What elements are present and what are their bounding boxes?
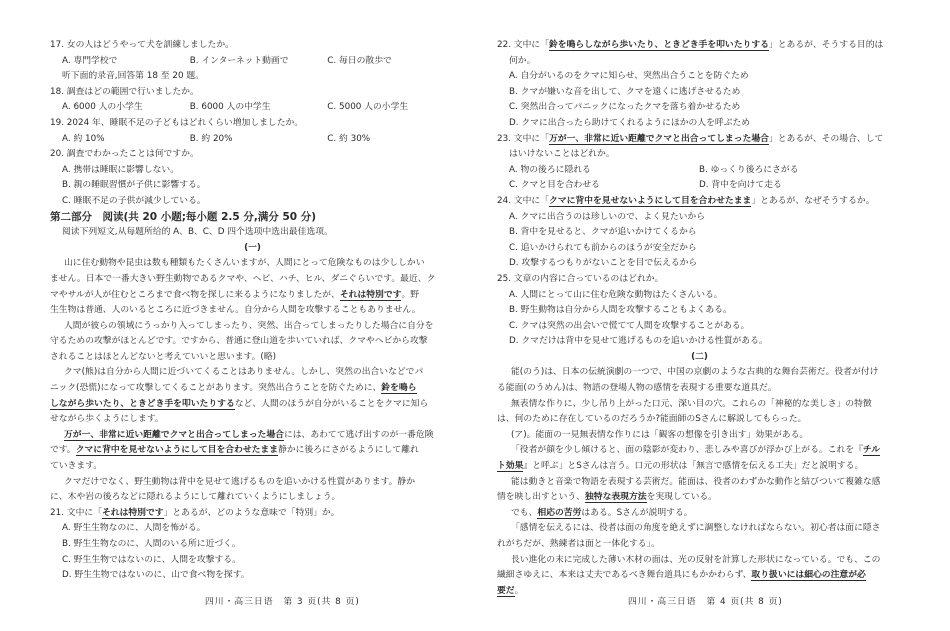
option: B. 背中を見せると、クマが追いかけてくるから [509,227,697,238]
option: B. 野生動物は自分から人間を攻撃することもよくある。 [509,305,732,316]
page-footer-left: 四川・高三日语 第 3 页(共 8 页) [205,597,360,607]
text: 静かに後ろにさがるようにして離れ [278,445,419,456]
text: 21. 文中に「 [50,507,102,518]
question-17: 17. 女の人はどうやって犬を訓練しましたか。 [50,40,234,50]
text-line: れがちだが、熟練者は面と一体化する」。 [497,539,660,549]
underlined-phrase: それは特別です [339,289,402,300]
text: 24. 文中に「 [497,195,549,206]
option: B. インターネット動画で [189,55,289,66]
passage-2-paragraph-3 [497,428,902,444]
text-line [50,288,455,304]
option: A. 野生生物なのに、人間を怖がる。 [62,523,206,534]
text-line: 長い進化の末に完成した薄い木材の面は、光の反射を計算した形状になっている。でも、この [511,554,881,565]
text-line: 能は動きと音楽で物語を表現する芸術だ。能面は、役者のわずかな動作と結びついて複雑な感 [511,476,881,487]
option: B. 約 20% [189,133,233,144]
passage-2-paragraph-4 [497,443,902,474]
text: 繊細さゆえに、本来は丈夫であるべき舞台道具にもかかわらず、 [497,570,752,581]
text-line [497,506,902,522]
text: 情を映し出すという、 [497,492,585,503]
option: C. 追いかけられても前からのほうが安全だから [509,242,697,253]
option: D. クマに出合ったら助けてくれるようにほかの人を呼ぶため [509,117,751,128]
text: 22. 文中に「 [497,40,549,50]
text-line: 無表情な作りに、少し吊り上がった口元、深い目の穴。これらの「神秘的な美しさ」の特徴 [511,398,872,409]
text-line [50,428,455,444]
text-line [497,459,902,475]
text: 23. 文中に「 [497,133,549,144]
underlined-phrase: ト効果 [497,461,524,472]
option: C. 約 30% [327,133,371,144]
option: B. 親の睡眠習慣が子供に影響する。 [62,180,206,191]
option: A. 人間にとって山に住む危険な動物はたくさんいる。 [509,289,723,300]
text-line [50,443,455,459]
question-23 [497,132,902,148]
underlined-phrase: 鈴を鳴らしながら歩いたり、ときどき手を叩いたりする [548,40,769,50]
text-line: 人間が彼らの領域にうっかり入ってしまったり、突然、出合ってしまったりした場合に自分を [64,320,434,331]
passage-2-paragraph-6 [497,506,902,522]
text: はある。Sさんが説明する。 [581,507,693,518]
option: C. 睡眠不足の子供が減少している。 [62,195,206,206]
passage-1-paragraph-2 [50,319,455,366]
underlined-phrase: 鈴を鳴ら [381,383,417,394]
underlined-phrase: 要だ [497,585,515,596]
text-line: クマだけでなく、野生動物は背中を見せて逃げるものを追いかける性質があります。静か [64,476,415,487]
text-line: 能(のう)は、日本の伝統演劇の一つで、中国の京劇のような古典的な舞台芸術だ。役者が付け [511,367,879,378]
option: A. 約 10% [62,133,105,144]
passage-1-paragraph-1 [50,256,455,318]
option: A. クマに出合うのは珍しいので、よく見たいから [509,211,706,222]
page-footer-right: 四川・高三日语 第 4 页(共 8 页) [628,597,783,607]
text-line: 守るための攻撃がほとんどです。ですから、普通に登山道を歩いていれば、クマやヘビから攻撃 [50,336,428,347]
underlined-phrase: それは特別です [101,507,164,518]
passage-2-paragraph-5 [497,475,902,506]
option: A. 専門学校で [62,55,118,66]
question-21 [50,506,455,522]
text: 」とあるが、なぜそうするか。 [751,195,875,206]
text: 。野 [401,289,420,300]
option: C. 毎日の散歩で [327,55,392,66]
question-24 [497,194,902,210]
option: A. 物の後ろに隠れる [509,164,591,175]
text: でも、 [511,507,538,518]
passage-1-paragraph-5 [50,475,455,506]
underlined-phrase: 万が一、非常に近い距離でクマと出合ってしまった場合 [64,429,284,440]
text: 「役者が顔を少し傾けると、面の陰影が変わり、悲しみや喜びが浮かび上がる。これを『 [511,445,863,456]
option: C. 突然出合ってパニックになったクマを落ち着かせるため [509,102,741,113]
question-20: 20. 調査でわかったことは何ですか。 [50,149,199,160]
passage-heading: (二) [691,351,708,362]
text-line: る能面(のうめん)は、物語の登場人物の感情を表現する重要な道具だ。 [497,383,777,394]
question-18-options [50,100,455,116]
text-line [497,443,902,459]
option: A. 6000 人の小学生 [62,102,143,113]
text: 。 [514,585,524,596]
question-17-options [50,54,455,70]
underlined-phrase: しながら歩いたり、ときどき手を叩いたりする [50,398,235,409]
option: C. 5000 人の小学生 [327,102,409,113]
text-line [50,381,455,397]
option: B. 6000 人の中学生 [189,102,271,113]
option: D. クマだけは背中を見せて逃げるものを追いかける性質がある。 [509,336,768,347]
text-line [50,397,455,413]
question-22 [497,38,902,54]
underlined-phrase: チル [862,445,881,456]
text: ニック(恐慌)になって攻撃してくることがあります。突然出合うことを防ぐために、 [50,383,382,394]
underlined-phrase: 独特な表現方法 [584,492,647,503]
underlined-phrase: 相応の苦労 [537,507,582,518]
option: D. 野生生物ではないのに、山で食べ物を探す。 [62,570,250,581]
text-line [497,490,902,506]
question-19-options [50,132,455,148]
underlined-phrase: クマに背中を見せないようにして目を合わせたまま [75,445,279,456]
text-line: 「感情を伝えるには、役者は面の角度を絶えずに調整しなければならない。初心者は面に隠さ [511,523,881,534]
text-line: せながら歩くようにします。 [50,414,164,425]
section-heading: 第二部分 阅读(共 20 小题;每小题 2.5 分,满分 50 分) [50,210,317,223]
text-line: 生生物は普通、人のいるところに近づきません。自分から人間を攻撃することもありません。 [50,305,421,316]
text-line: (ア)。能面の一見無表情な作りには「観客の想像を引き出す」効果がある。 [511,429,809,440]
option: A. 自分がいるのをクマに知らせ、突然出合うことを防ぐため [509,71,749,82]
passage-2-paragraph-1 [497,365,902,396]
underlined-phrase: 万が一、非常に近い距離でクマと出合ってしまった場合 [548,133,769,144]
passage-1-paragraph-4 [50,428,455,475]
text: 」とあるが、その場合、して [768,133,884,144]
section-instruction: 阅读下列短文,从每题所给的 A、B、C、D 四个选项中选出最佳选项。 [62,227,333,238]
listen-note: 听下面的录音,回答第 18 至 20 题。 [62,71,204,82]
question-23-cont: はいけないことはどれか。 [509,149,615,160]
text-line: されることはほとんどないと考えていいと思います。(略) [50,351,277,362]
passage-2-paragraph-2 [497,397,902,428]
text: です。 [50,445,76,456]
option: B. 野生生物なのに、人間のいる所に近づく。 [62,539,241,549]
question-22-cont: 何か。 [509,55,536,66]
option: A. 携帯は睡眠に影響しない。 [62,164,180,175]
text: を実現している。 [646,492,717,503]
underlined-phrase: クマに背中を見せないようにして目を合わせたまま [548,195,752,206]
left-column [50,38,455,584]
right-column [497,38,902,599]
option: C. 野生生物ではないのに、人間を攻撃する。 [62,554,241,565]
underlined-phrase: 取り扱いには細心の注意が必 [751,570,866,581]
option: C. クマは突然の出会いで慌てて人間を攻撃することがある。 [509,320,750,331]
text-line: ません。日本で一番大きい野生動物であるクマや、ヘビ、ハチ、ヒル、ダニぐらいです。最近、ク [50,273,436,284]
text-line: 山に住む動物や昆虫は数も種類もたくさんいますが、人間にとって危険なものは少ししかい [64,258,425,269]
text-line [497,568,902,584]
option: B. クマが嫌いな音を出して、クマを遠くに逃げさせるため [509,86,741,97]
option: D. 攻撃するつもりがないことを目で伝えるから [509,258,698,269]
text: など、人間のほうが自分がいることをクマに知ら [234,398,429,409]
question-25: 25. 文章の内容に合っているのはどれか。 [497,273,664,284]
option: B. ゆっくり後ろにさがる [699,164,799,175]
question-18: 18. 調査はどの範囲で行いましたか。 [50,86,199,97]
question-23-options-row2 [497,178,902,194]
text: には、あわてて逃げ出すのが一番危険 [283,429,434,440]
text: 」とあるが、どのような意味で「特別」か。 [163,507,340,518]
text-line: ていきます。 [50,461,103,472]
question-19: 19. 2024 年、睡眠不足の子どもはどれくらい増加しましたか。 [50,117,304,128]
text-line: に、木や岩の後ろなどに隠れるようにして離れていくようにしましょう。 [50,492,341,503]
passage-2-paragraph-7 [497,521,902,552]
text-line: は、何のために存在しているのだろうか?能面師のSさんに解説してもらった。 [497,414,807,425]
text-line: クマ(熊)は自分から人間に近づいてくることはありません。しかし、突然の出合いなどでパ [64,367,424,378]
text: 」とあるが、そうする目的は [768,40,884,50]
text: 』と呼ぶ」とSさんは言う。口元の形状は「無言で感情を伝える工夫」だと説明する。 [523,461,864,472]
option: D. 背中を向けて走る [699,180,782,191]
passage-2-paragraph-8 [497,553,902,600]
option: C. クマと目を合わせる [509,180,600,191]
passage-1-paragraph-3 [50,365,455,427]
text: マやサルが人が住むところまで食べ物を探しに来るようになりましたが、 [50,289,340,300]
passage-heading: (一) [244,242,261,253]
question-23-options-row1 [497,163,902,179]
